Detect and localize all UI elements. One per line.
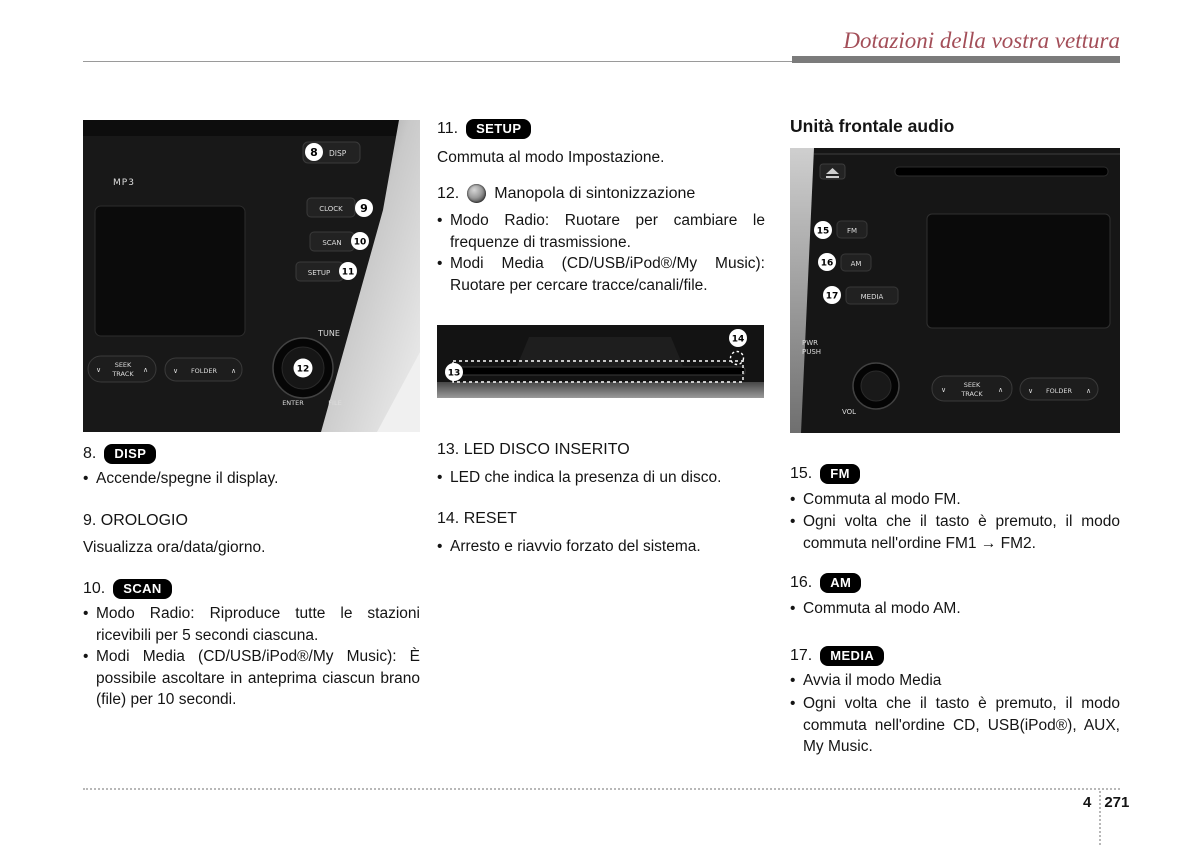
callout-16 [818,253,836,271]
chevron-up-icon: ∧ [231,367,237,375]
front-audio-photo [790,148,1120,433]
seek-track-button [88,356,156,382]
file-label: FILE [328,399,342,407]
setup-badge: SETUP [466,119,531,139]
item-9-heading [83,512,420,530]
item-14-heading [437,510,765,528]
column-right [790,0,1120,845]
display-screen [927,214,1110,328]
svg-text:8: 8 [310,146,318,159]
section-heading: Unità frontale audio [790,116,955,136]
item-8-heading [83,444,420,464]
media-badge: MEDIA [820,646,884,666]
cd-slot [895,167,1108,176]
item-16-heading [790,573,1120,593]
volume-knob [853,363,899,409]
item-17-heading [790,646,1120,666]
radio-control-photo [83,120,420,432]
panel-sill [437,382,764,398]
item-10-bullet-1: • Modo Radio: Riproduce tutte le stazioni ricevibili per 5 secondi ciascuna. [83,603,420,646]
svg-text:17: 17 [825,291,839,302]
item-number: 17. [790,647,813,664]
callout-13 [445,363,463,381]
callout-12 [294,359,313,378]
svg-text:DISP: DISP [329,149,347,158]
display-screen [95,206,245,336]
chevron-down-icon: ∨ [941,386,947,394]
item-15-heading [790,464,1120,484]
item-title: 13. LED DISCO INSERITO [437,441,630,458]
svg-text:15: 15 [816,226,830,237]
page-number [1083,794,1129,811]
item-number: 8. [83,445,97,462]
item-10-heading [83,579,420,599]
enter-label: ENTER [282,399,304,407]
item-9-text: Visualizza ora/data/giorno. [83,539,266,556]
svg-text:SEEK: SEEK [114,361,132,369]
fm-badge: FM [820,464,860,484]
item-17-bullet-1: • Avvia il modo Media [790,670,1120,692]
disp-badge: DISP [104,444,156,464]
svg-text:10: 10 [353,237,367,248]
page-value: 271 [1104,794,1130,811]
callout-11 [339,262,357,280]
vol-label: VOL [842,408,857,416]
eject-button [820,164,845,179]
chevron-down-icon: ∨ [96,366,102,374]
am-button [841,254,871,271]
tune-label: TUNE [318,329,340,338]
column-middle [437,0,765,845]
chevron-up-icon: ∧ [998,386,1004,394]
svg-text:TRACK: TRACK [112,370,134,378]
item-title: 14. RESET [437,510,518,527]
item-10-bullet-2: • Modi Media (CD/USB/iPod®/My Music): È possibile ascoltare in anteprima ciascun brano (file) per 10 secondi. [83,646,420,711]
callout-9 [355,199,373,217]
item-8-bullet-1: • Accende/spegne il display. [83,468,420,490]
section-number: 4 [1083,794,1092,811]
svg-text:11: 11 [341,267,355,278]
svg-text:9: 9 [360,202,368,215]
folder-button [1020,378,1098,400]
item-number: 16. [790,574,813,591]
column-left [83,0,420,845]
chevron-up-icon: ∧ [1086,387,1092,395]
radio-top-edge [83,120,420,136]
item-number: 15. [790,465,813,482]
page-header-title: Dotazioni della vostra vettura [843,28,1120,53]
svg-text:SETUP: SETUP [307,269,331,277]
callout-17 [823,286,841,304]
clock-button [307,198,355,217]
item-11-heading [437,119,765,139]
callout-8 [305,143,323,161]
mp3-label: MP3 [113,178,135,188]
folder-button [165,358,242,381]
callout-10 [351,232,369,250]
chevron-down-icon: ∨ [173,367,179,375]
item-13-heading [437,441,765,459]
scan-button [310,232,354,251]
callout-15 [814,221,832,239]
am-badge: AM [820,573,861,593]
fm-button [837,221,867,238]
item-12-bullet-2: • Modi Media (CD/USB/iPod®/My Music): Ruotare per cercare tracce/canali/file. [437,253,765,296]
top-groove [814,153,1120,155]
svg-text:MEDIA: MEDIA [860,293,884,301]
svg-text:FOLDER: FOLDER [190,367,218,375]
item-12-bullet-1: • Modo Radio: Ruotare per cambiare le frequenze di trasmissione. [437,210,765,253]
svg-text:13: 13 [447,368,461,379]
cd-slot [457,367,745,375]
item-number: 11. [437,120,459,137]
seek-track-button [932,376,1012,401]
chevron-down-icon: ∨ [1028,387,1034,395]
svg-text:FM: FM [846,227,858,235]
svg-text:16: 16 [820,258,834,269]
svg-text:12: 12 [296,364,310,375]
item-15-bullet-1: • Commuta al modo FM. [790,489,1120,511]
item-17-bullet-2: • Ogni volta che il tasto è premuto, il modo commuta nell'ordine CD, USB(iPod®), AUX, My Music. [790,693,1120,758]
item-16-bullet-1: • Commuta al modo AM. [790,598,1120,620]
tuning-knob-icon [467,184,486,203]
item-12-heading [437,184,765,203]
item-title: 9. OROLOGIO [83,512,188,529]
item-number: 12. [437,184,460,202]
svg-text:TRACK: TRACK [961,390,983,398]
svg-text:14: 14 [731,334,745,345]
setup-button [296,262,343,281]
svg-text:SEEK: SEEK [963,381,981,389]
scan-badge: SCAN [113,579,171,599]
svg-text:CLOCK: CLOCK [319,205,343,213]
item-title: Manopola di sintonizzazione [494,184,696,202]
item-11-text: Commuta al modo Impostazione. [437,149,665,166]
push-label: PUSH [802,348,822,356]
pwr-label: PWR [802,339,819,347]
chevron-up-icon: ∧ [143,366,149,374]
svg-text:SCAN: SCAN [322,239,342,247]
item-15-bullet-2: • Ogni volta che il tasto è premuto, il modo commuta nell'ordine FM1 → FM2. [790,511,1120,554]
cd-slot-photo [437,325,764,398]
media-button [846,287,898,304]
footer-rule [83,788,1120,790]
item-number: 10. [83,580,106,597]
callout-14 [729,329,747,347]
item-13-bullet-1: • LED che indica la presenza di un disco. [437,467,765,489]
svg-text:FOLDER: FOLDER [1045,387,1073,395]
svg-text:AM: AM [850,260,862,268]
item-14-bullet-1: • Arresto e riavvio forzato del sistema. [437,536,765,558]
